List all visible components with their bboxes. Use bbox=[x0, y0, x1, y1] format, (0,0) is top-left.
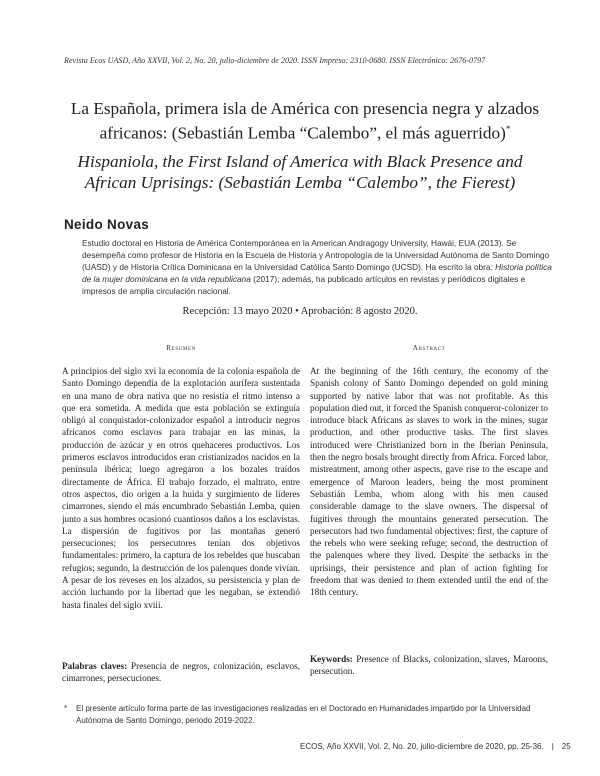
author-bio-part1: Estudio doctoral en Historia de América Contemporánea en la American Andragogy University, Hawái, EUA (2013). Se desempeña como profesor de Historia en la Escuela de Historia y Antropología de la Universidad Autónoma de Santo Domingo (UASD) y de Historia Crítica Dominicana en la Universidad Católica Santo Domingo (UCSD). Ha escrito la obra: bbox=[82, 238, 550, 272]
author-name: Neido Novas bbox=[64, 217, 150, 232]
abstract-heading: Abstract bbox=[412, 343, 446, 352]
resumen-keywords bbox=[62, 660, 300, 685]
footer-citation: ECOS, Año XXVII, Vol. 2, No. 20, julio-diciembre de 2020, pp. 25-36. bbox=[300, 742, 544, 751]
author-bio-part2: (2017); además, ha publicado artículos en revistas y periódicos digitales e impresos de amplia circulación nacional. bbox=[82, 274, 526, 296]
title-spanish-text: La Española, primera isla de América con presencia negra y alzados africanos: (Sebastián Lemba “Calembo”, el más aguerrido) bbox=[70, 99, 540, 143]
abstract-keywords bbox=[310, 653, 548, 678]
title-spanish bbox=[60, 98, 550, 144]
journal-header: Revista Ecos UASD, Año XXVII, Vol. 2, No. 20, julio-diciembre de 2020. ISSN Impreso: 2310-0680. ISSN Electrónico: 2676-0797 bbox=[64, 56, 486, 65]
resumen-heading: Resumen bbox=[166, 343, 196, 352]
resumen-body: A principios del siglo xvi la economía de la colonia española de Santo Domingo dependía de la explotación aurífera sustentada en una mano de obra nativa que no resistía el ritmo intenso a que era sometida. A medida que esta población se extinguía obligó al conquistador-colonizador español a introducir negros africanos como esclavos para trabajar en las minas, la producción de azúcar y en otros quehaceres productivos. Los primeros esclavos introducidos eran cristianizados nacidos en la península ibérica; luego agregaron a los bozales traídos directamente de África. El trabajo forzado, el maltrato, entre otros aspectos, dio origen a la huida y surgimiento de líderes cimarrones, siendo el más encumbrado Sebastián Lemba, quien junto a sus hombres ocasionó cuantiosos daños a los esclavistas. La dispersión de fugitivos por las montañas generó persecuciones; los persecutores tenían dos objetivos fundamentales: primero, la captura de los rebeldes que buscaban refugios; segundo, la destrucción de los palenques donde vivían. A pesar de los reveses en los alzados, su persistencia y plan de acción luchando por la libertad que les negaban, se extendió hasta finales del siglo xviii. bbox=[62, 366, 300, 610]
resumen-keywords-list: Presencia de negros, colonización, esclavos, cimarrones, persecuciones. bbox=[62, 661, 300, 684]
title-footnote-marker[interactable]: * bbox=[505, 124, 511, 134]
author-book-title: Historia política de la mujer dominicana en la vida republicana bbox=[82, 262, 552, 284]
footnote-text: El presente artículo forma parte de las investigaciones realizadas en el Doctorado en Humanidades impartido por la Universidad Autónoma de Santo Domingo, periodo 2019-2022. bbox=[76, 704, 531, 725]
abstract-body: At the beginning of the 16th century, the economy of the Spanish colony of Santo Domingo depended on gold mining supported by native labor that was not profitable. As this population died out, it forced the Spanish conqueror-colonizer to introduce black Africans as slaves to work in the mines, sugar production, and other productive tasks. The first slaves introduced were Christianized born in the Iberian Peninsula, then the negro bosals brought directly from Africa. Forced labor, mistreatment, among other aspects, gave rise to the escape and emergence of Maroon leaders, being the most prominent Sebastián Lemba, whom along with his men caused considerable damage to the slave owners. The dispersal of fugitives through the mountains generated persecution. The persecutors had two fundamental objectives: first, the capture of the rebels who were seeking refuge; second, the destruction of the palenques where they lived. Despite the setbacks in the uprisings, their persistence and plan of action fighting for freedom that was denied to them extended until the end of the 18th century. bbox=[310, 366, 548, 598]
page-number: 25 bbox=[561, 742, 571, 751]
abstract-keywords-list: Presence of Blacks, colonization, slaves, Maroons, persecution. bbox=[310, 654, 548, 677]
footnote-marker: * bbox=[64, 704, 68, 713]
title-english: Hispaniola, the First Island of America with Black Presence and African Uprisings: (Sebastián Lemba “Calembo”, the Fierest) bbox=[77, 152, 523, 192]
footer-separator: | bbox=[551, 742, 554, 751]
abstract-keywords-label: Keywords: bbox=[310, 654, 353, 664]
author-bio bbox=[82, 237, 552, 297]
footnote bbox=[64, 703, 552, 726]
page-footer bbox=[300, 742, 571, 751]
reception-approval-dates: Recepción: 13 mayo 2020 • Aprobación: 8 agosto 2020. bbox=[182, 306, 418, 317]
resumen-keywords-label: Palabras claves: bbox=[62, 661, 128, 671]
